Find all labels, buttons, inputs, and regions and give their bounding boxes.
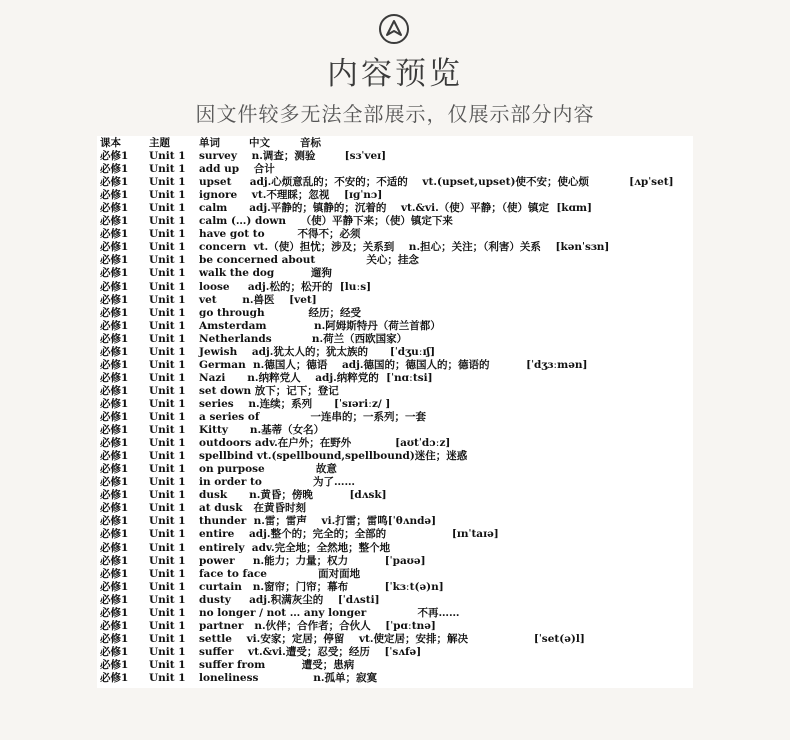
cell-book: 必修1 <box>100 241 129 254</box>
cell-book: 必修1 <box>100 332 129 345</box>
cell-unit: Unit 1 <box>149 267 186 280</box>
cell-book: 必修1 <box>100 397 129 410</box>
cell-unit: Unit 1 <box>149 215 186 228</box>
cell-book: 必修1 <box>100 502 129 515</box>
cell-book: 必修1 <box>100 411 129 423</box>
cell-unit: Unit 1 <box>149 528 186 541</box>
cell-book: 必修1 <box>100 150 129 162</box>
cell-book: 必修1 <box>100 476 129 489</box>
cell-unit: Unit 1 <box>149 384 186 397</box>
cell-book: 必修1 <box>100 567 129 580</box>
cell-entry: add up 合计 <box>199 163 275 176</box>
cell-unit: Unit 1 <box>149 254 186 267</box>
cell-book: 必修1 <box>100 437 129 450</box>
cell-unit: Unit 1 <box>149 554 186 567</box>
cell-entry: German n.德国人；德语 adj.德国的；德国人的；德语的 [ˈdʒɜːmən] <box>199 358 588 371</box>
cell-unit: Unit 1 <box>149 489 186 502</box>
cell-book: 必修1 <box>100 541 129 554</box>
cell-book: 必修1 <box>100 515 129 528</box>
cell-entry: curtain n.窗帘；门帘；幕布 [ˈkɜːt(ə)n] <box>199 580 444 593</box>
cell-book: 必修1 <box>100 384 129 397</box>
cell-book: 必修1 <box>100 632 129 645</box>
cell-unit: Unit 1 <box>149 593 186 606</box>
cell-entry: power n.能力；力量；权力 [ˈpaʊə] <box>199 554 426 567</box>
cell-entry: loose adj.松的；松开的 [luːs] <box>199 280 372 293</box>
cell-entry: survey n.调查；测验 [sɜˈveɪ] <box>199 150 387 162</box>
cell-entry: Jewish adj.犹太人的；犹太族的 [ˈdʒuːɪʃ] <box>199 345 436 358</box>
cell-book: 必修1 <box>100 345 129 358</box>
cell-unit: Unit 1 <box>149 515 186 528</box>
cell-book: 必修1 <box>100 528 129 541</box>
cell-entry: settle vi.安家；定居；停留 vt.使定居；安排；解决 [ˈset(ə)l] <box>199 632 585 645</box>
column-header-word: 单词 <box>199 137 220 149</box>
cell-entry: concern vt.（使）担忧；涉及；关系到 n.担心；关注；（利害）关系 [kənˈsɜn] <box>199 241 610 254</box>
cell-book: 必修1 <box>100 580 129 593</box>
cell-entry: walk the dog 遛狗 <box>199 267 332 280</box>
cell-unit: Unit 1 <box>149 619 186 632</box>
cell-entry: a series of 一连串的；一系列；一套 <box>199 411 427 423</box>
cell-book: 必修1 <box>100 254 129 267</box>
cell-unit: Unit 1 <box>149 241 186 254</box>
cell-entry: series n.连续；系列 [ˈsɪəriːz/ ] <box>199 397 391 410</box>
cell-book: 必修1 <box>100 371 129 384</box>
cell-unit: Unit 1 <box>149 371 186 384</box>
cell-unit: Unit 1 <box>149 202 186 215</box>
cell-entry: Nazi n.纳粹党人 adj.纳粹党的 [ˈnɑːtsi] <box>199 371 433 384</box>
cell-unit: Unit 1 <box>149 606 186 619</box>
cell-book: 必修1 <box>100 306 129 319</box>
cell-entry: set down 放下；记下；登记 <box>199 384 339 397</box>
cell-book: 必修1 <box>100 593 129 606</box>
cell-entry: have got to 不得不；必须 <box>199 228 361 241</box>
column-header-phonetic: 音标 <box>300 137 321 149</box>
cell-book: 必修1 <box>100 489 129 502</box>
cell-unit: Unit 1 <box>149 463 186 476</box>
cell-entry: Amsterdam n.阿姆斯特丹（荷兰首都） <box>199 319 441 332</box>
column-header-chinese: 中文 <box>249 137 270 149</box>
cell-entry: suffer from 遭受；患病 <box>199 658 355 671</box>
cell-entry: ignore vt.不理睬；忽视 [ɪɡˈnɔ] <box>199 189 383 202</box>
cell-book: 必修1 <box>100 554 129 567</box>
cell-book: 必修1 <box>100 189 129 202</box>
cell-unit: Unit 1 <box>149 580 186 593</box>
cell-unit: Unit 1 <box>149 332 186 345</box>
cell-book: 必修1 <box>100 606 129 619</box>
cell-unit: Unit 1 <box>149 502 186 515</box>
cell-unit: Unit 1 <box>149 176 186 189</box>
cell-entry: Netherlands n.荷兰（西欧国家） <box>199 332 408 345</box>
cell-unit: Unit 1 <box>149 345 186 358</box>
cell-book: 必修1 <box>100 267 129 280</box>
cell-entry: in order to 为了…… <box>199 476 356 489</box>
column-header-unit: 主题 <box>149 137 170 149</box>
cell-book: 必修1 <box>100 215 129 228</box>
cell-book: 必修1 <box>100 450 129 463</box>
cell-unit: Unit 1 <box>149 280 186 293</box>
page-subtitle: 因文件较多无法全部展示，仅展示部分内容 <box>195 102 595 126</box>
cell-entry: vet n.兽医 [vet] <box>199 293 317 306</box>
cell-unit: Unit 1 <box>149 672 186 684</box>
cell-book: 必修1 <box>100 658 129 671</box>
page-title: 内容预览 <box>327 56 463 92</box>
cell-book: 必修1 <box>100 645 129 658</box>
cell-book: 必修1 <box>100 280 129 293</box>
cell-entry: entirely adv.完全地；全然地；整个地 <box>199 541 391 554</box>
cell-unit: Unit 1 <box>149 293 186 306</box>
cell-entry: calm (…) down （使）平静下来；（使）镇定下来 <box>199 215 453 228</box>
cell-entry: loneliness n.孤单；寂寞 <box>199 672 378 684</box>
cell-book: 必修1 <box>100 163 129 176</box>
cell-entry: on purpose 故意 <box>199 463 337 476</box>
cell-unit: Unit 1 <box>149 567 186 580</box>
cell-entry: outdoors adv.在户外；在野外 [aʊtˈdɔːz] <box>199 437 451 450</box>
cell-book: 必修1 <box>100 319 129 332</box>
cell-entry: spellbind vt.(spellbound,spellbound)迷住；迷惑 <box>199 450 468 463</box>
cell-entry: thunder n.雷；雷声 vi.打雷；雷鸣[ˈθʌndə] <box>199 515 437 528</box>
cell-unit: Unit 1 <box>149 306 186 319</box>
cell-book: 必修1 <box>100 619 129 632</box>
cell-unit: Unit 1 <box>149 437 186 450</box>
cell-unit: Unit 1 <box>149 319 186 332</box>
cell-entry: at dusk 在黄昏时刻 <box>199 502 306 515</box>
cell-unit: Unit 1 <box>149 632 186 645</box>
cell-unit: Unit 1 <box>149 189 186 202</box>
cell-unit: Unit 1 <box>149 411 186 423</box>
cell-unit: Unit 1 <box>149 424 186 437</box>
cell-unit: Unit 1 <box>149 645 186 658</box>
cell-unit: Unit 1 <box>149 228 186 241</box>
cell-entry: entire adj.整个的；完全的；全部的 [ɪnˈtaɪə] <box>199 528 499 541</box>
cell-unit: Unit 1 <box>149 476 186 489</box>
cell-entry: dusty adj.积满灰尘的 [ˈdʌsti] <box>199 593 380 606</box>
cell-book: 必修1 <box>100 672 129 684</box>
cell-book: 必修1 <box>100 228 129 241</box>
cell-unit: Unit 1 <box>149 358 186 371</box>
arrow-up-icon <box>385 19 403 39</box>
cell-entry: upset adj.心烦意乱的；不安的；不适的 vt.(upset,upset)使不安；使心烦 [ʌpˈset] <box>199 176 674 189</box>
cell-unit: Unit 1 <box>149 541 186 554</box>
cell-entry: partner n.伙伴；合作者；合伙人 [ˈpɑːtnə] <box>199 619 436 632</box>
upload-circle-icon <box>379 14 409 44</box>
cell-book: 必修1 <box>100 358 129 371</box>
cell-entry: face to face 面对面地 <box>199 567 361 580</box>
cell-unit: Unit 1 <box>149 450 186 463</box>
cell-entry: be concerned about 关心；挂念 <box>199 254 419 267</box>
column-header-book: 课本 <box>100 137 121 149</box>
cell-book: 必修1 <box>100 202 129 215</box>
cell-unit: Unit 1 <box>149 658 186 671</box>
cell-book: 必修1 <box>100 424 129 437</box>
cell-unit: Unit 1 <box>149 163 186 176</box>
cell-book: 必修1 <box>100 176 129 189</box>
cell-entry: Kitty n.基蒂（女名） <box>199 424 325 437</box>
cell-entry: no longer / not … any longer 不再…… <box>199 606 460 619</box>
cell-entry: calm adj.平静的；镇静的；沉着的 vt.&vi.（使）平静；（使）镇定 [kɑm] <box>199 202 593 215</box>
document-preview <box>97 136 693 688</box>
cell-entry: go through 经历；经受 <box>199 306 361 319</box>
cell-entry: dusk n.黄昏；傍晚 [dʌsk] <box>199 489 387 502</box>
cell-unit: Unit 1 <box>149 150 186 162</box>
cell-unit: Unit 1 <box>149 397 186 410</box>
cell-book: 必修1 <box>100 463 129 476</box>
cell-book: 必修1 <box>100 293 129 306</box>
cell-entry: suffer vt.&vi.遭受；忍受；经历 [ˈsʌfə] <box>199 645 422 658</box>
